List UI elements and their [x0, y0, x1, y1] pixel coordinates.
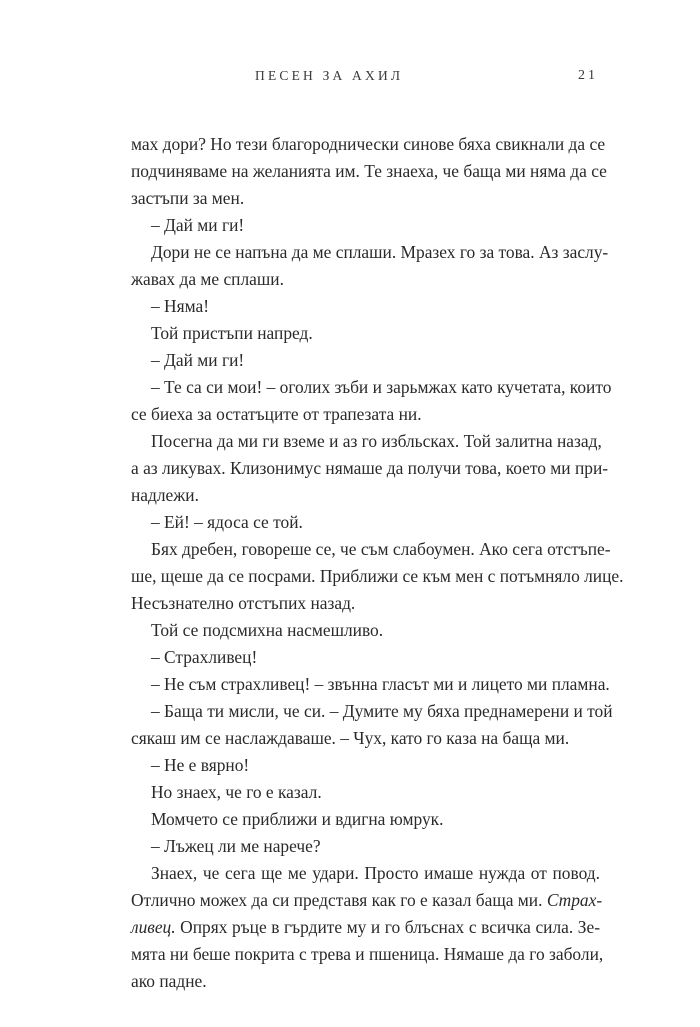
- text-line: сякаш им се наслаждаваше. – Чух, като го каза на баща ми.: [131, 728, 570, 748]
- text-line: Той се подсмихна насмешливо.: [151, 620, 384, 640]
- text-line: – Няма!: [151, 296, 209, 316]
- text-line: Той пристъпи напред.: [151, 323, 313, 343]
- text-run: Опрях ръце в гърдите му и го блъснах с всичка сила. Зе-: [175, 917, 600, 937]
- text-line: ше, щеше да се посрами. Приближи се към мен с потъмняло лице.: [131, 566, 624, 586]
- text-line: Момчето се приближи и вдигна юмрук.: [151, 809, 444, 829]
- text-line: ако падне.: [131, 971, 207, 991]
- page-number: 21: [578, 68, 598, 83]
- text-line: мята ни беше покрита с трева и пшеница. Нямаше да го заболи,: [131, 944, 604, 964]
- text-line: Посегна да ми ги вземе и аз го избльсках. Той залитна назад,: [151, 431, 602, 451]
- book-title: ПЕСЕН ЗА АХИЛ: [255, 68, 404, 83]
- text-line: застъпи за мен.: [131, 188, 245, 208]
- text-line: се биеха за остатъците от трапезата ни.: [131, 404, 422, 424]
- text-line: [131, 887, 603, 914]
- text-line: – Дай ми ги!: [151, 350, 245, 370]
- text-line: – Лъжец ли ме нарече?: [151, 836, 321, 856]
- text-line: – Не съм страхливец! – звънна гласът ми и лицето ми пламна.: [151, 674, 610, 694]
- text-line: – Не е вярно!: [151, 755, 250, 775]
- text-line: – Те са си мои! – оголих зъби и зарьмжах като кучетата, които: [151, 377, 612, 397]
- text-line: а аз ликувах. Клизонимус нямаше да получи това, което ми при-: [131, 458, 609, 478]
- text-line: мах дори? Но тези благороднически синове бяха свикнали да се: [131, 134, 606, 154]
- italic-text: Страх-: [546, 890, 603, 910]
- text-line: – Баща ти мисли, че си. – Думите му бяха преднамерени и той: [151, 701, 613, 721]
- text-line: надлежи.: [131, 485, 199, 505]
- body-text: [131, 131, 624, 995]
- text-line: Но знаех, че го е казал.: [151, 782, 322, 802]
- text-line: – Дай ми ги!: [151, 215, 245, 235]
- text-line: Бях дребен, говореше се, че съм слабоумен. Ако сега отстъпе-: [151, 539, 611, 559]
- text-line: Дори не се напъна да ме сплаши. Мразех го за това. Аз заслу-: [151, 242, 609, 262]
- text-line: [131, 914, 600, 941]
- text-line: – Ей! – ядоса се той.: [151, 512, 303, 532]
- text-run: Отлично можех да си представя как го е казал баща ми.: [131, 890, 547, 910]
- text-line: жавах да ме сплаши.: [131, 269, 284, 289]
- italic-text: ливец.: [131, 917, 176, 937]
- running-head: [131, 68, 600, 88]
- text-line: Несъзнателно отстъпих назад.: [131, 593, 356, 613]
- text-line: Знаех, че сега ще ме удари. Просто имаше нужда от повод.: [151, 863, 600, 883]
- text-line: – Страхливец!: [151, 647, 258, 667]
- text-line: подчиняваме на желанията им. Те знаеха, че баща ми няма да се: [131, 161, 607, 181]
